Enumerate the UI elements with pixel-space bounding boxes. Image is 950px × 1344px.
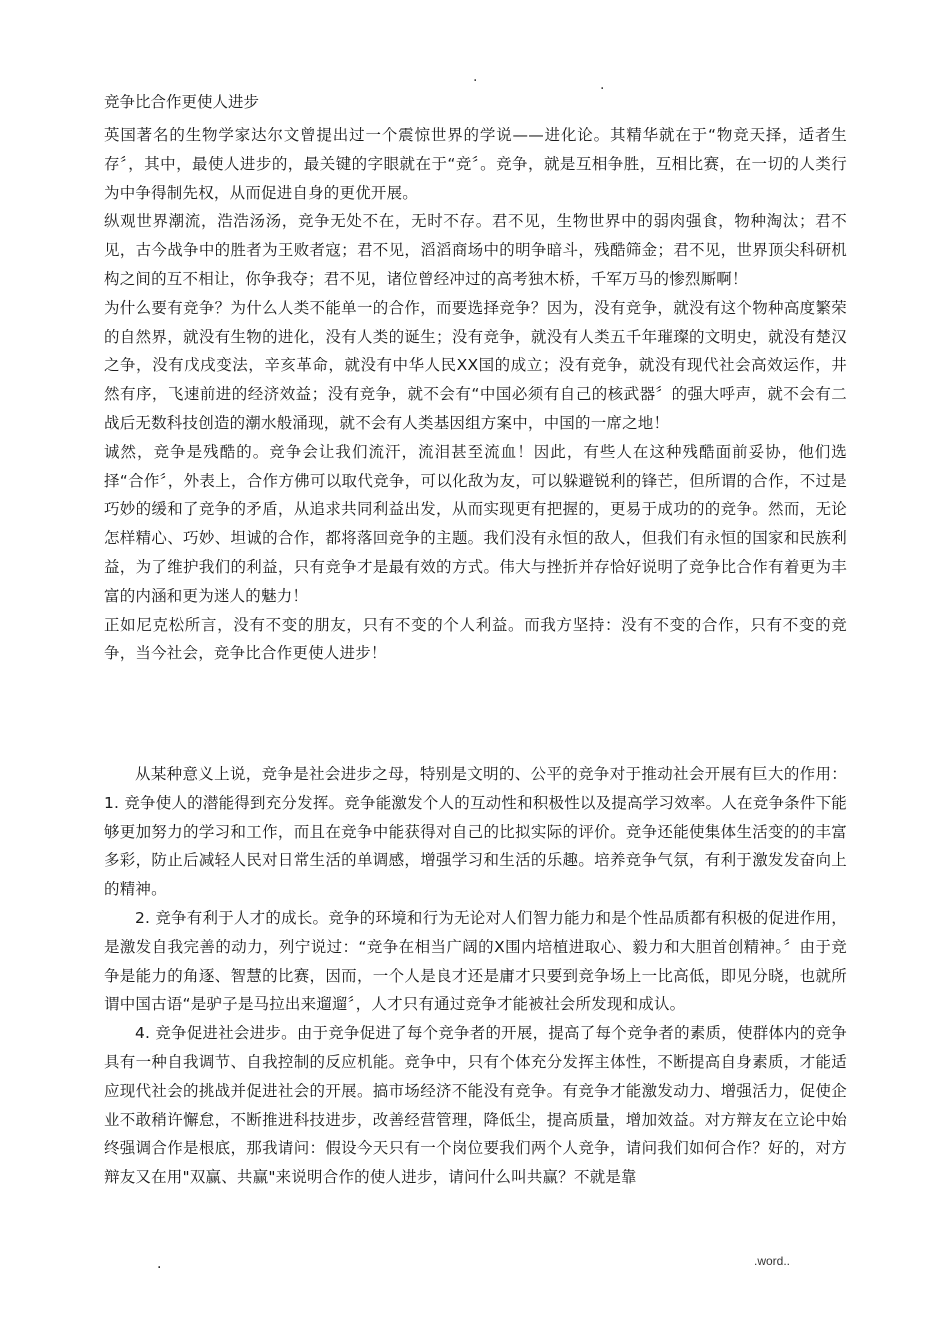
paragraph: 4. 竞争促进社会进步。由于竞争促进了每个竞争者的开展，提高了每个竞争者的素质，使群体内的竞争具有一种自我调节、自我控制的反应机能。竞争中，只有个体充分发挥主体性，不断提高自身素质，才能适应现代社会的挑战并促进社会的开展。搞市场经济不能没有竞争。有竞争才能激发动力、增强活力，促使企业不敢稍许懈怠，不断推进科技进步，改善经营管理，降低尘，提高质量，增加效益。对方辩友在立论中始终强调合作是根底，那我请问：假设今天只有一个岗位要我们两个人竞争，请问我们如何合作？好的，对方辩友又在用"双赢、共赢"来说明合作的使人进步，请问什么叫共赢？不就是靠: [104, 1024, 847, 1187]
section-competition-benefits: [104, 760, 847, 1192]
paragraph: 纵观世界潮流，浩浩汤汤，竞争无处不在，无时不存。君不见，生物世界中的弱肉强食，物种淘汰；君不见，古今战争中的胜者为王败者寇；君不见，滔滔商场中的明争暗斗，残酷筛金；君不见，世界顶尖科研机构之间的互不相让，你争我夺；君不见，诸位曾经冲过的高考独木桥，千军万马的惨烈厮啊！: [104, 212, 847, 288]
paragraph: 英国著名的生物学家达尔文曾提出过一个震惊世界的学说——进化论。其精华就在于“物竞天择，适者生存〞，其中，最使人进步的，最关键的字眼就在于“竞〞。竞争，就是互相争胜，互相比赛，在一切的人类行为中争得制先权，从而促进自身的更优开展。: [104, 126, 847, 202]
header-dot-left: .: [473, 69, 478, 85]
paragraph: 为什么要有竞争？为什么人类不能单一的合作，而要选择竞争？因为，没有竞争，就没有这个物种高度繁荣的自然界，就没有生物的进化，没有人类的诞生；没有竞争，就没有人类五千年璀璨的文明史，就没有楚汉之争，没有戊戌变法，辛亥革命，就没有中华人民XX国的成立；没有竞争，就没有现代社会高效运作，井然有序，飞速前进的经济效益；没有竞争，就不会有“中国必须有自己的核武器〞的强大呼声，就不会有二战后无数科技创造的潮水般涌现，就不会有人类基因组方案中，中国的一席之地！: [104, 298, 847, 432]
footer-label: .word..: [753, 1254, 790, 1268]
header-dot-right: .: [600, 77, 605, 93]
paragraph: 正如尼克松所言，没有不变的朋友，只有不变的个人利益。而我方坚持：没有不变的合作，只有不变的竞争，当今社会，竞争比合作更使人进步！: [104, 615, 847, 663]
footer-dot: .: [157, 1256, 162, 1272]
paragraph: 2. 竞争有利于人才的成长。竞争的环境和行为无论对人们智力能力和是个性品质都有积极的促进作用，是激发自我完善的动力，列宁说过：“竞争在相当广阔的X围内培植进取心、毅力和大胆首创精神。〞由于竞争是能力的角逐、智慧的比赛，因而，一个人是良才还是庸才只要到竞争场上一比高低，即见分晓，也就所谓中国古语“是驴子是马拉出来遛遛〞，人才只有通过竞争才能被社会所发现和成认。: [104, 908, 847, 1014]
section-argument: [104, 121, 847, 668]
paragraph: 诚然，竞争是残酷的。竞争会让我们流汗，流泪甚至流血！因此，有些人在这种残酷面前妥协，他们选择“合作〞，外表上，合作方佛可以取代竞争，可以化敌为友，可以躲避锐利的锋芒，但所谓的合作，不过是巧妙的缓和了竞争的矛盾，从追求共同利益出发，从而实现更有把握的，更易于成功的的竞争。然而，无论怎样精心、巧妙、坦诚的合作，都将落回竞争的主题。我们没有永恒的敌人，但我们有永恒的国家和民族利益，为了维护我们的利益，只有竞争才是最有效的方式。伟大与挫折并存恰好说明了竞争比合作有着更为丰富的内涵和更为迷人的魅力！: [104, 442, 847, 605]
paragraph: 从某种意义上说，竞争是社会进步之母，特别是文明的、公平的竞争对于推动社会开展有巨大的作用：1. 竞争使人的潜能得到充分发挥。竞争能激发个人的互动性和积极性以及提高学习效率。人在竞争条件下能够更加努力的学习和工作，而且在竞争中能获得对自己的比拟实际的评价。竞争还能使集体生活变的的丰富多彩，防止后减轻人民对日常生活的单调感，增强学习和生活的乐趣。培养竞争气氛，有利于激发发奋向上的精神。: [104, 765, 847, 899]
document-title: 竞争比合作更使人进步: [104, 93, 260, 111]
